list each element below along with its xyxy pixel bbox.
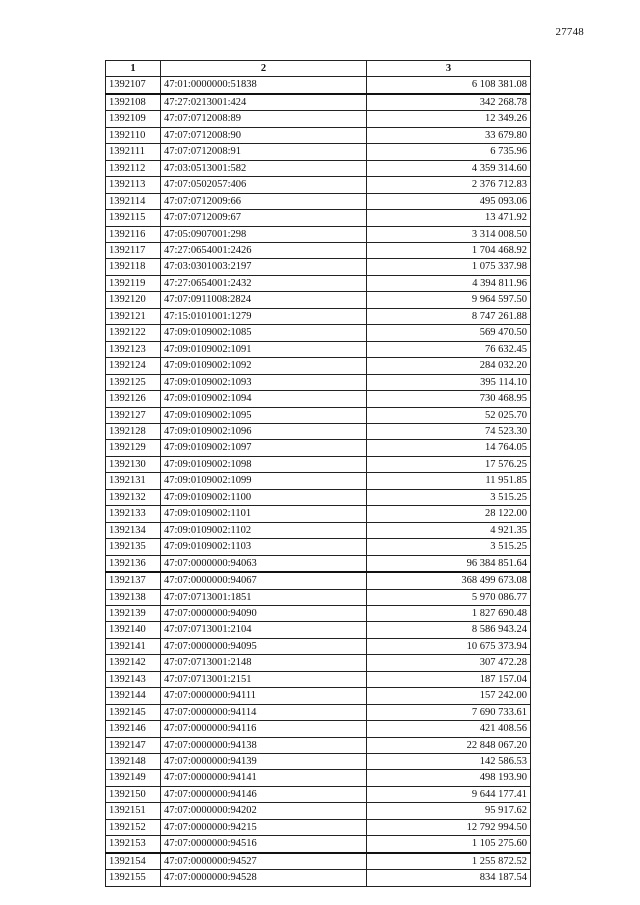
cadastral-number-cell: 47:07:0712009:66 — [161, 193, 367, 209]
cadastral-value-cell: 3 515.25 — [367, 539, 531, 555]
table-row — [106, 292, 531, 308]
cadastral-value-cell: 52 025.70 — [367, 407, 531, 423]
table-row — [106, 259, 531, 275]
cadastral-number-cell: 47:09:0109002:1091 — [161, 341, 367, 357]
cadastral-number-cell: 47:07:0000000:94215 — [161, 819, 367, 835]
cadastral-number-cell: 47:07:0712009:67 — [161, 210, 367, 226]
cadastral-value-cell: 6 735.96 — [367, 144, 531, 160]
row-number-cell: 1392137 — [106, 572, 161, 589]
cadastral-value-cell: 142 586.53 — [367, 754, 531, 770]
cadastral-number-cell: 47:07:0712008:90 — [161, 127, 367, 143]
row-number-cell: 1392107 — [106, 77, 161, 94]
cadastral-value-cell: 95 917.62 — [367, 803, 531, 819]
cadastral-value-cell: 4 359 314.60 — [367, 160, 531, 176]
cadastral-number-cell: 47:07:0000000:94111 — [161, 688, 367, 704]
table-row — [106, 127, 531, 143]
cadastral-number-cell: 47:07:0000000:94063 — [161, 555, 367, 572]
cadastral-value-cell: 307 472.28 — [367, 655, 531, 671]
cadastral-number-cell: 47:09:0109002:1102 — [161, 522, 367, 538]
cadastral-value-cell: 17 576.25 — [367, 456, 531, 472]
cadastral-number-cell: 47:07:0000000:94116 — [161, 721, 367, 737]
cadastral-number-cell: 47:27:0654001:2432 — [161, 275, 367, 291]
cadastral-number-cell: 47:09:0109002:1094 — [161, 391, 367, 407]
row-number-cell: 1392154 — [106, 853, 161, 870]
cadastral-number-cell: 47:05:0907001:298 — [161, 226, 367, 242]
table-row — [106, 111, 531, 127]
table-row — [106, 358, 531, 374]
row-number-cell: 1392128 — [106, 423, 161, 439]
row-number-cell: 1392132 — [106, 489, 161, 505]
row-number-cell: 1392113 — [106, 177, 161, 193]
table-row — [106, 638, 531, 654]
table-row — [106, 308, 531, 324]
cadastral-number-cell: 47:07:0000000:94090 — [161, 605, 367, 621]
cadastral-value-cell: 5 970 086.77 — [367, 589, 531, 605]
cadastral-value-cell: 33 679.80 — [367, 127, 531, 143]
cadastral-number-cell: 47:09:0109002:1100 — [161, 489, 367, 505]
cadastral-value-cell: 8 747 261.88 — [367, 308, 531, 324]
cadastral-number-cell: 47:09:0109002:1098 — [161, 456, 367, 472]
table-row — [106, 210, 531, 226]
cadastral-value-cell: 1 704 468.92 — [367, 242, 531, 258]
cadastral-value-cell: 368 499 673.08 — [367, 572, 531, 589]
cadastral-value-cell: 157 242.00 — [367, 688, 531, 704]
cadastral-value-cell: 12 792 994.50 — [367, 819, 531, 835]
row-number-cell: 1392119 — [106, 275, 161, 291]
table-row — [106, 770, 531, 786]
cadastral-number-cell: 47:09:0109002:1092 — [161, 358, 367, 374]
table-row — [106, 819, 531, 835]
cadastral-number-cell: 47:07:0000000:94067 — [161, 572, 367, 589]
cadastral-number-cell: 47:27:0654001:2426 — [161, 242, 367, 258]
cadastral-value-cell: 187 157.04 — [367, 671, 531, 687]
row-number-cell: 1392155 — [106, 870, 161, 886]
table-row — [106, 94, 531, 111]
cadastral-number-cell: 47:07:0000000:94528 — [161, 870, 367, 886]
cadastral-value-cell: 4 921.35 — [367, 522, 531, 538]
table-header — [106, 61, 531, 77]
cadastral-value-cell: 498 193.90 — [367, 770, 531, 786]
row-number-cell: 1392116 — [106, 226, 161, 242]
row-number-cell: 1392134 — [106, 522, 161, 538]
table-row — [106, 688, 531, 704]
table-row — [106, 539, 531, 555]
cadastral-number-cell: 47:07:0712008:91 — [161, 144, 367, 160]
cadastral-number-cell: 47:01:0000000:51838 — [161, 77, 367, 94]
cadastral-number-cell: 47:07:0911008:2824 — [161, 292, 367, 308]
table-row — [106, 853, 531, 870]
row-number-cell: 1392135 — [106, 539, 161, 555]
cadastral-value-cell: 96 384 851.64 — [367, 555, 531, 572]
table-row — [106, 555, 531, 572]
table-body — [106, 77, 531, 886]
cadastral-value-cell: 4 394 811.96 — [367, 275, 531, 291]
row-number-cell: 1392108 — [106, 94, 161, 111]
cadastral-number-cell: 47:07:0713001:2148 — [161, 655, 367, 671]
row-number-cell: 1392120 — [106, 292, 161, 308]
table-row — [106, 407, 531, 423]
table-row — [106, 440, 531, 456]
table-row — [106, 423, 531, 439]
cadastral-number-cell: 47:07:0000000:94138 — [161, 737, 367, 753]
table-row — [106, 622, 531, 638]
cadastral-value-cell: 342 268.78 — [367, 94, 531, 111]
row-number-cell: 1392143 — [106, 671, 161, 687]
row-number-cell: 1392148 — [106, 754, 161, 770]
table-row — [106, 144, 531, 160]
table-row — [106, 870, 531, 886]
cadastral-value-cell: 834 187.54 — [367, 870, 531, 886]
cadastral-number-cell: 47:15:0101001:1279 — [161, 308, 367, 324]
cadastral-value-cell: 13 471.92 — [367, 210, 531, 226]
table-row — [106, 754, 531, 770]
cadastral-value-cell: 495 093.06 — [367, 193, 531, 209]
cadastral-value-cell: 14 764.05 — [367, 440, 531, 456]
cadastral-value-cell: 1 075 337.98 — [367, 259, 531, 275]
cadastral-number-cell: 47:09:0109002:1099 — [161, 473, 367, 489]
cadastral-number-cell: 47:07:0713001:1851 — [161, 589, 367, 605]
row-number-cell: 1392141 — [106, 638, 161, 654]
cadastral-value-cell: 74 523.30 — [367, 423, 531, 439]
row-number-cell: 1392112 — [106, 160, 161, 176]
table-row — [106, 325, 531, 341]
cadastral-number-cell: 47:07:0000000:94095 — [161, 638, 367, 654]
table-row — [106, 605, 531, 621]
row-number-cell: 1392152 — [106, 819, 161, 835]
row-number-cell: 1392110 — [106, 127, 161, 143]
cadastral-number-cell: 47:27:0213001:424 — [161, 94, 367, 111]
table-row — [106, 655, 531, 671]
column-header-number: 1 — [106, 61, 161, 77]
row-number-cell: 1392142 — [106, 655, 161, 671]
table-row — [106, 489, 531, 505]
row-number-cell: 1392126 — [106, 391, 161, 407]
cadastral-value-cell: 3 314 008.50 — [367, 226, 531, 242]
row-number-cell: 1392121 — [106, 308, 161, 324]
table-row — [106, 721, 531, 737]
row-number-cell: 1392109 — [106, 111, 161, 127]
row-number-cell: 1392125 — [106, 374, 161, 390]
row-number-cell: 1392146 — [106, 721, 161, 737]
row-number-cell: 1392130 — [106, 456, 161, 472]
cadastral-number-cell: 47:09:0109002:1103 — [161, 539, 367, 555]
cadastral-number-cell: 47:09:0109002:1101 — [161, 506, 367, 522]
row-number-cell: 1392144 — [106, 688, 161, 704]
row-number-cell: 1392138 — [106, 589, 161, 605]
table-row — [106, 374, 531, 390]
cadastral-number-cell: 47:07:0000000:94202 — [161, 803, 367, 819]
row-number-cell: 1392150 — [106, 786, 161, 802]
cadastral-number-cell: 47:09:0109002:1095 — [161, 407, 367, 423]
cadastral-value-cell: 9 644 177.41 — [367, 786, 531, 802]
cadastral-value-cell: 3 515.25 — [367, 489, 531, 505]
table-row — [106, 275, 531, 291]
column-header-value: 3 — [367, 61, 531, 77]
table-row — [106, 737, 531, 753]
table-row — [106, 704, 531, 720]
cadastral-number-cell: 47:09:0109002:1093 — [161, 374, 367, 390]
cadastral-value-table — [105, 60, 531, 887]
row-number-cell: 1392131 — [106, 473, 161, 489]
row-number-cell: 1392153 — [106, 836, 161, 853]
table-row — [106, 242, 531, 258]
cadastral-value-cell: 569 470.50 — [367, 325, 531, 341]
cadastral-value-cell: 6 108 381.08 — [367, 77, 531, 94]
table-row — [106, 473, 531, 489]
row-number-cell: 1392149 — [106, 770, 161, 786]
row-number-cell: 1392124 — [106, 358, 161, 374]
cadastral-value-cell: 7 690 733.61 — [367, 704, 531, 720]
row-number-cell: 1392147 — [106, 737, 161, 753]
cadastral-value-cell: 28 122.00 — [367, 506, 531, 522]
row-number-cell: 1392145 — [106, 704, 161, 720]
cadastral-number-cell: 47:09:0109002:1096 — [161, 423, 367, 439]
row-number-cell: 1392133 — [106, 506, 161, 522]
table-row — [106, 786, 531, 802]
row-number-cell: 1392151 — [106, 803, 161, 819]
table-row — [106, 77, 531, 94]
row-number-cell: 1392129 — [106, 440, 161, 456]
table-row — [106, 506, 531, 522]
cadastral-number-cell: 47:07:0502057:406 — [161, 177, 367, 193]
table-row — [106, 341, 531, 357]
row-number-cell: 1392117 — [106, 242, 161, 258]
table-row — [106, 522, 531, 538]
cadastral-value-cell: 1 255 872.52 — [367, 853, 531, 870]
cadastral-number-cell: 47:07:0000000:94527 — [161, 853, 367, 870]
row-number-cell: 1392123 — [106, 341, 161, 357]
row-number-cell: 1392114 — [106, 193, 161, 209]
table-row — [106, 193, 531, 209]
cadastral-number-cell: 47:03:0513001:582 — [161, 160, 367, 176]
row-number-cell: 1392111 — [106, 144, 161, 160]
table-row — [106, 226, 531, 242]
table-row — [106, 671, 531, 687]
cadastral-number-cell: 47:07:0000000:94139 — [161, 754, 367, 770]
cadastral-number-cell: 47:03:0301003:2197 — [161, 259, 367, 275]
cadastral-number-cell: 47:09:0109002:1085 — [161, 325, 367, 341]
row-number-cell: 1392118 — [106, 259, 161, 275]
cadastral-value-cell: 8 586 943.24 — [367, 622, 531, 638]
cadastral-number-cell: 47:07:0000000:94516 — [161, 836, 367, 853]
cadastral-value-cell: 11 951.85 — [367, 473, 531, 489]
cadastral-value-cell: 730 468.95 — [367, 391, 531, 407]
row-number-cell: 1392140 — [106, 622, 161, 638]
table-row — [106, 160, 531, 176]
table-row — [106, 572, 531, 589]
cadastral-value-cell: 421 408.56 — [367, 721, 531, 737]
cadastral-value-cell: 395 114.10 — [367, 374, 531, 390]
row-number-cell: 1392115 — [106, 210, 161, 226]
row-number-cell: 1392136 — [106, 555, 161, 572]
row-number-cell: 1392122 — [106, 325, 161, 341]
row-number-cell: 1392139 — [106, 605, 161, 621]
cadastral-number-cell: 47:07:0000000:94114 — [161, 704, 367, 720]
cadastral-value-cell: 22 848 067.20 — [367, 737, 531, 753]
table-row — [106, 456, 531, 472]
cadastral-number-cell: 47:07:0000000:94141 — [161, 770, 367, 786]
column-header-cadastral-number: 2 — [161, 61, 367, 77]
header-row — [106, 61, 531, 77]
table-row — [106, 803, 531, 819]
cadastral-value-cell: 10 675 373.94 — [367, 638, 531, 654]
cadastral-number-cell: 47:07:0000000:94146 — [161, 786, 367, 802]
cadastral-value-cell: 9 964 597.50 — [367, 292, 531, 308]
cadastral-value-cell: 1 827 690.48 — [367, 605, 531, 621]
table-row — [106, 836, 531, 853]
cadastral-number-cell: 47:07:0713001:2104 — [161, 622, 367, 638]
cadastral-value-cell: 12 349.26 — [367, 111, 531, 127]
cadastral-value-cell: 2 376 712.83 — [367, 177, 531, 193]
table-row — [106, 391, 531, 407]
cadastral-number-cell: 47:07:0712008:89 — [161, 111, 367, 127]
table-row — [106, 589, 531, 605]
table-row — [106, 177, 531, 193]
cadastral-value-cell: 1 105 275.60 — [367, 836, 531, 853]
page-number: 27748 — [555, 26, 584, 38]
cadastral-number-cell: 47:07:0713001:2151 — [161, 671, 367, 687]
row-number-cell: 1392127 — [106, 407, 161, 423]
cadastral-value-cell: 76 632.45 — [367, 341, 531, 357]
cadastral-value-cell: 284 032.20 — [367, 358, 531, 374]
cadastral-number-cell: 47:09:0109002:1097 — [161, 440, 367, 456]
